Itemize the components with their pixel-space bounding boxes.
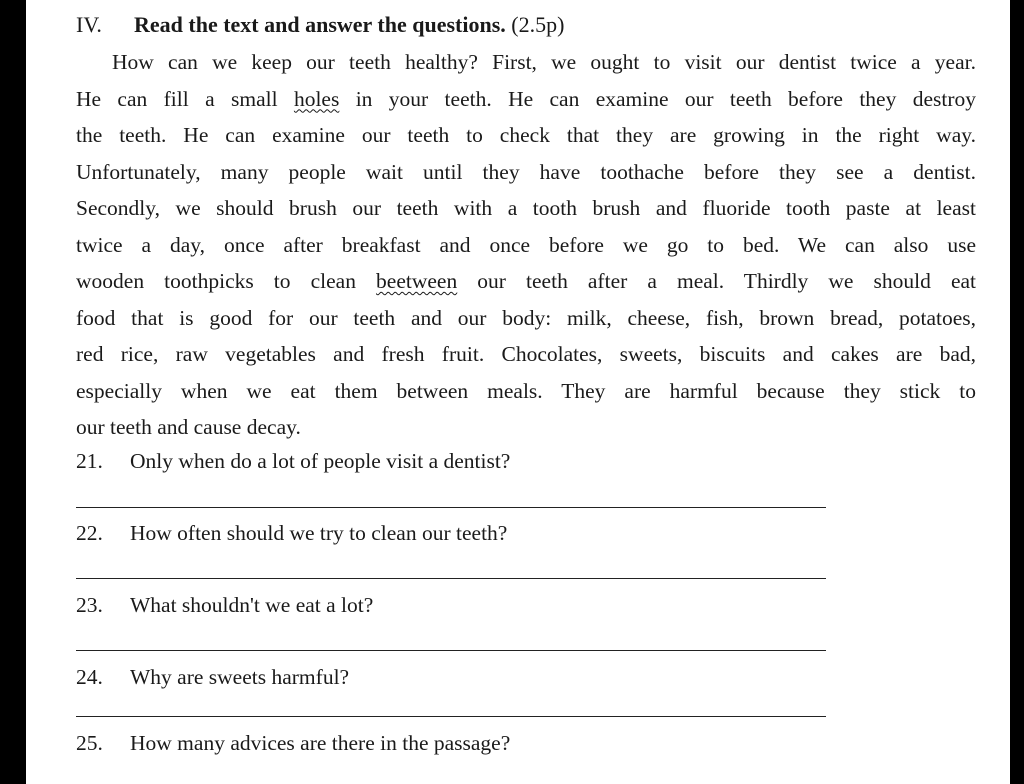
question-text: How often should we try to clean our teeth? — [130, 521, 508, 545]
passage-line: twice a day, once after breakfast and once before we go to bed. We can also use — [76, 232, 976, 257]
passage-line: Secondly, we should brush our teeth with a tooth brush and fluoride tooth paste at least — [76, 196, 976, 220]
passage-line: our teeth and cause decay. — [76, 415, 301, 439]
question-text: What shouldn't we eat a lot? — [130, 593, 374, 617]
question-text: Why are sweets harmful? — [130, 665, 350, 689]
section-title: Read the text and answer the questions. — [134, 12, 506, 37]
question-text: Only when do a lot of people visit a dentist? — [130, 449, 511, 473]
passage-line: the teeth. He can examine our teeth to check that they are growing in the right way. — [76, 123, 976, 147]
passage-line: red rice, raw vegetables and fresh fruit. Chocolates, sweets, biscuits and cakes are bad, — [76, 342, 976, 366]
spelling-mark-holes: holes — [293, 86, 340, 111]
passage-line: He can fill a small holes in your teeth. He can examine our teeth before they destroy — [76, 86, 976, 111]
question-number: 25. — [76, 731, 103, 755]
question-23 — [76, 590, 373, 620]
answer-line-23[interactable] — [76, 650, 826, 651]
section-heading — [76, 10, 564, 40]
answer-line-24[interactable] — [76, 716, 826, 717]
question-number: 24. — [76, 665, 103, 689]
passage-line: How can we keep our teeth healthy? First, we ought to visit our dentist twice a year. — [112, 50, 976, 74]
question-22 — [76, 518, 507, 548]
question-24 — [76, 662, 349, 692]
section-number: IV. — [76, 12, 102, 37]
passage-line: especially when we eat them between meals. They are harmful because they stick to — [76, 378, 976, 403]
answer-line-21[interactable] — [76, 507, 826, 508]
reading-passage — [76, 44, 976, 446]
passage-line: food that is good for our teeth and our body: milk, cheese, fish, brown bread, potatoes, — [76, 305, 976, 330]
passage-line: wooden toothpicks to clean beetween our teeth after a meal. Thirdly we should eat — [76, 269, 977, 293]
question-number: 22. — [76, 521, 103, 545]
question-25 — [76, 728, 510, 758]
section-points: (2.5p) — [511, 12, 565, 37]
question-number: 21. — [76, 449, 103, 473]
spelling-mark-beetween: beetween — [376, 269, 458, 293]
passage-line: Unfortunately, many people wait until they have toothache before they see a dentist. — [76, 159, 976, 184]
right-border — [1010, 0, 1024, 784]
question-text: How many advices are there in the passage? — [130, 731, 511, 755]
answer-line-22[interactable] — [76, 578, 826, 579]
question-21 — [76, 446, 510, 476]
question-number: 23. — [76, 593, 103, 617]
left-border — [0, 0, 26, 784]
